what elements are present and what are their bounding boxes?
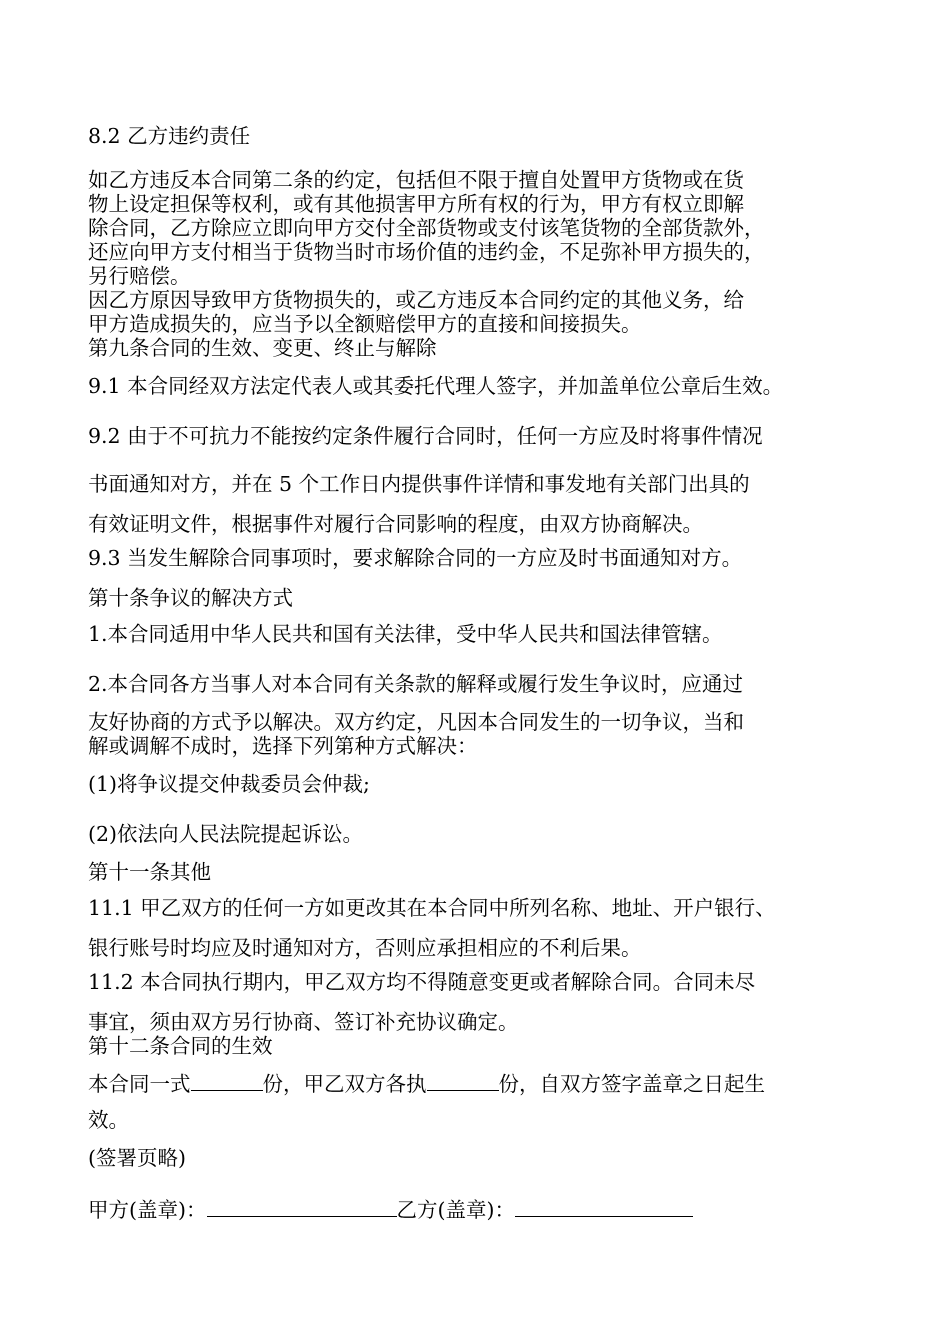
copies-text-part-2: 份，甲乙双方各执: [262, 1072, 427, 1096]
signature-line: [88, 1196, 693, 1222]
article-10-option-1: (1)将争议提交仲裁委员会仲裁;: [88, 772, 370, 796]
clause-9-3: 9.3 当发生解除合同事项时，要求解除合同的一方应及时书面通知对方。: [88, 546, 743, 570]
article-12-heading: 第十二条合同的生效: [88, 1034, 273, 1058]
clause-9-2-line: 书面通知对方，并在 5 个工作日内提供事件详情和事发地有关部门出具的: [88, 472, 750, 496]
clause-9-2-line: 有效证明文件，根据事件对履行合同影响的程度，由双方协商解决。: [88, 512, 703, 536]
copies-line-2: 效。: [88, 1108, 129, 1132]
article-10-item-1: 1.本合同适用中华人民共和国有关法律，受中华人民共和国法律管辖。: [88, 622, 723, 646]
clause-9-2-line: 9.2 由于不可抗力不能按约定条件履行合同时，任何一方应及时将事件情况: [88, 424, 763, 448]
copies-text-part-1: 本合同一式: [88, 1072, 191, 1096]
clause-11-2-line: 11.2 本合同执行期内，甲乙双方均不得随意变更或者解除合同。合同未尽: [88, 970, 756, 994]
paragraph-line: 甲方造成损失的，应当予以全额赔偿甲方的直接和间接损失。: [88, 312, 642, 336]
paragraph-line: 除合同，乙方除应立即向甲方交付全部货物或支付该笔货物的全部货款外，: [88, 216, 765, 240]
clause-9-1: 9.1 本合同经双方法定代表人或其委托代理人签字，并加盖单位公章后生效。: [88, 374, 784, 398]
article-9-heading: 第九条合同的生效、变更、终止与解除: [88, 336, 437, 360]
article-10-heading: 第十条争议的解决方式: [88, 586, 293, 610]
paragraph-line: 如乙方违反本合同第二条的约定，包括但不限于擅自处置甲方货物或在货: [88, 168, 744, 192]
paragraph-line: 因乙方原因导致甲方货物损失的，或乙方违反本合同约定的其他义务，给: [88, 288, 744, 312]
paragraph-line: 物上设定担保等权利，或有其他损害甲方所有权的行为，甲方有权立即解: [88, 192, 744, 216]
clause-11-1-line: 11.1 甲乙双方的任何一方如更改其在本合同中所列名称、地址、开户银行、: [88, 896, 776, 920]
paragraph-line: 还应向甲方支付相当于货物当时市场价值的违约金，不足弥补甲方损失的，: [88, 240, 765, 264]
party-b-signature-blank[interactable]: [515, 1196, 693, 1217]
copies-count-blank[interactable]: [191, 1070, 263, 1091]
article-10-item-2-line: 友好协商的方式予以解决。双方约定，凡因本合同发生的一切争议，当和: [88, 710, 744, 734]
copies-line: [88, 1070, 765, 1096]
article-10-option-2: (2)依法向人民法院提起诉讼。: [88, 822, 364, 846]
signature-note: (签署页略): [88, 1146, 186, 1170]
copies-text-part-3: 份，自双方签字盖章之日起生: [498, 1072, 765, 1096]
section-8-2-heading: 8.2 乙方违约责任: [88, 124, 251, 148]
party-a-label: 甲方(盖章)：: [88, 1198, 207, 1222]
clause-11-1-line: 银行账号时均应及时通知对方，否则应承担相应的不利后果。: [88, 936, 642, 960]
paragraph-line: 另行赔偿。: [88, 264, 191, 288]
article-10-item-2-line: 2.本合同各方当事人对本合同有关条款的解释或履行发生争议时，应通过: [88, 672, 744, 696]
party-a-signature-blank[interactable]: [207, 1196, 397, 1217]
clause-11-2-line: 事宜，须由双方另行协商、签订补充协议确定。: [88, 1010, 519, 1034]
copies-each-blank[interactable]: [427, 1070, 499, 1091]
article-10-item-2-line: 解或调解不成时，选择下列第种方式解决：: [88, 734, 478, 758]
party-b-label: 乙方(盖章)：: [396, 1198, 515, 1222]
article-11-heading: 第十一条其他: [88, 860, 211, 884]
